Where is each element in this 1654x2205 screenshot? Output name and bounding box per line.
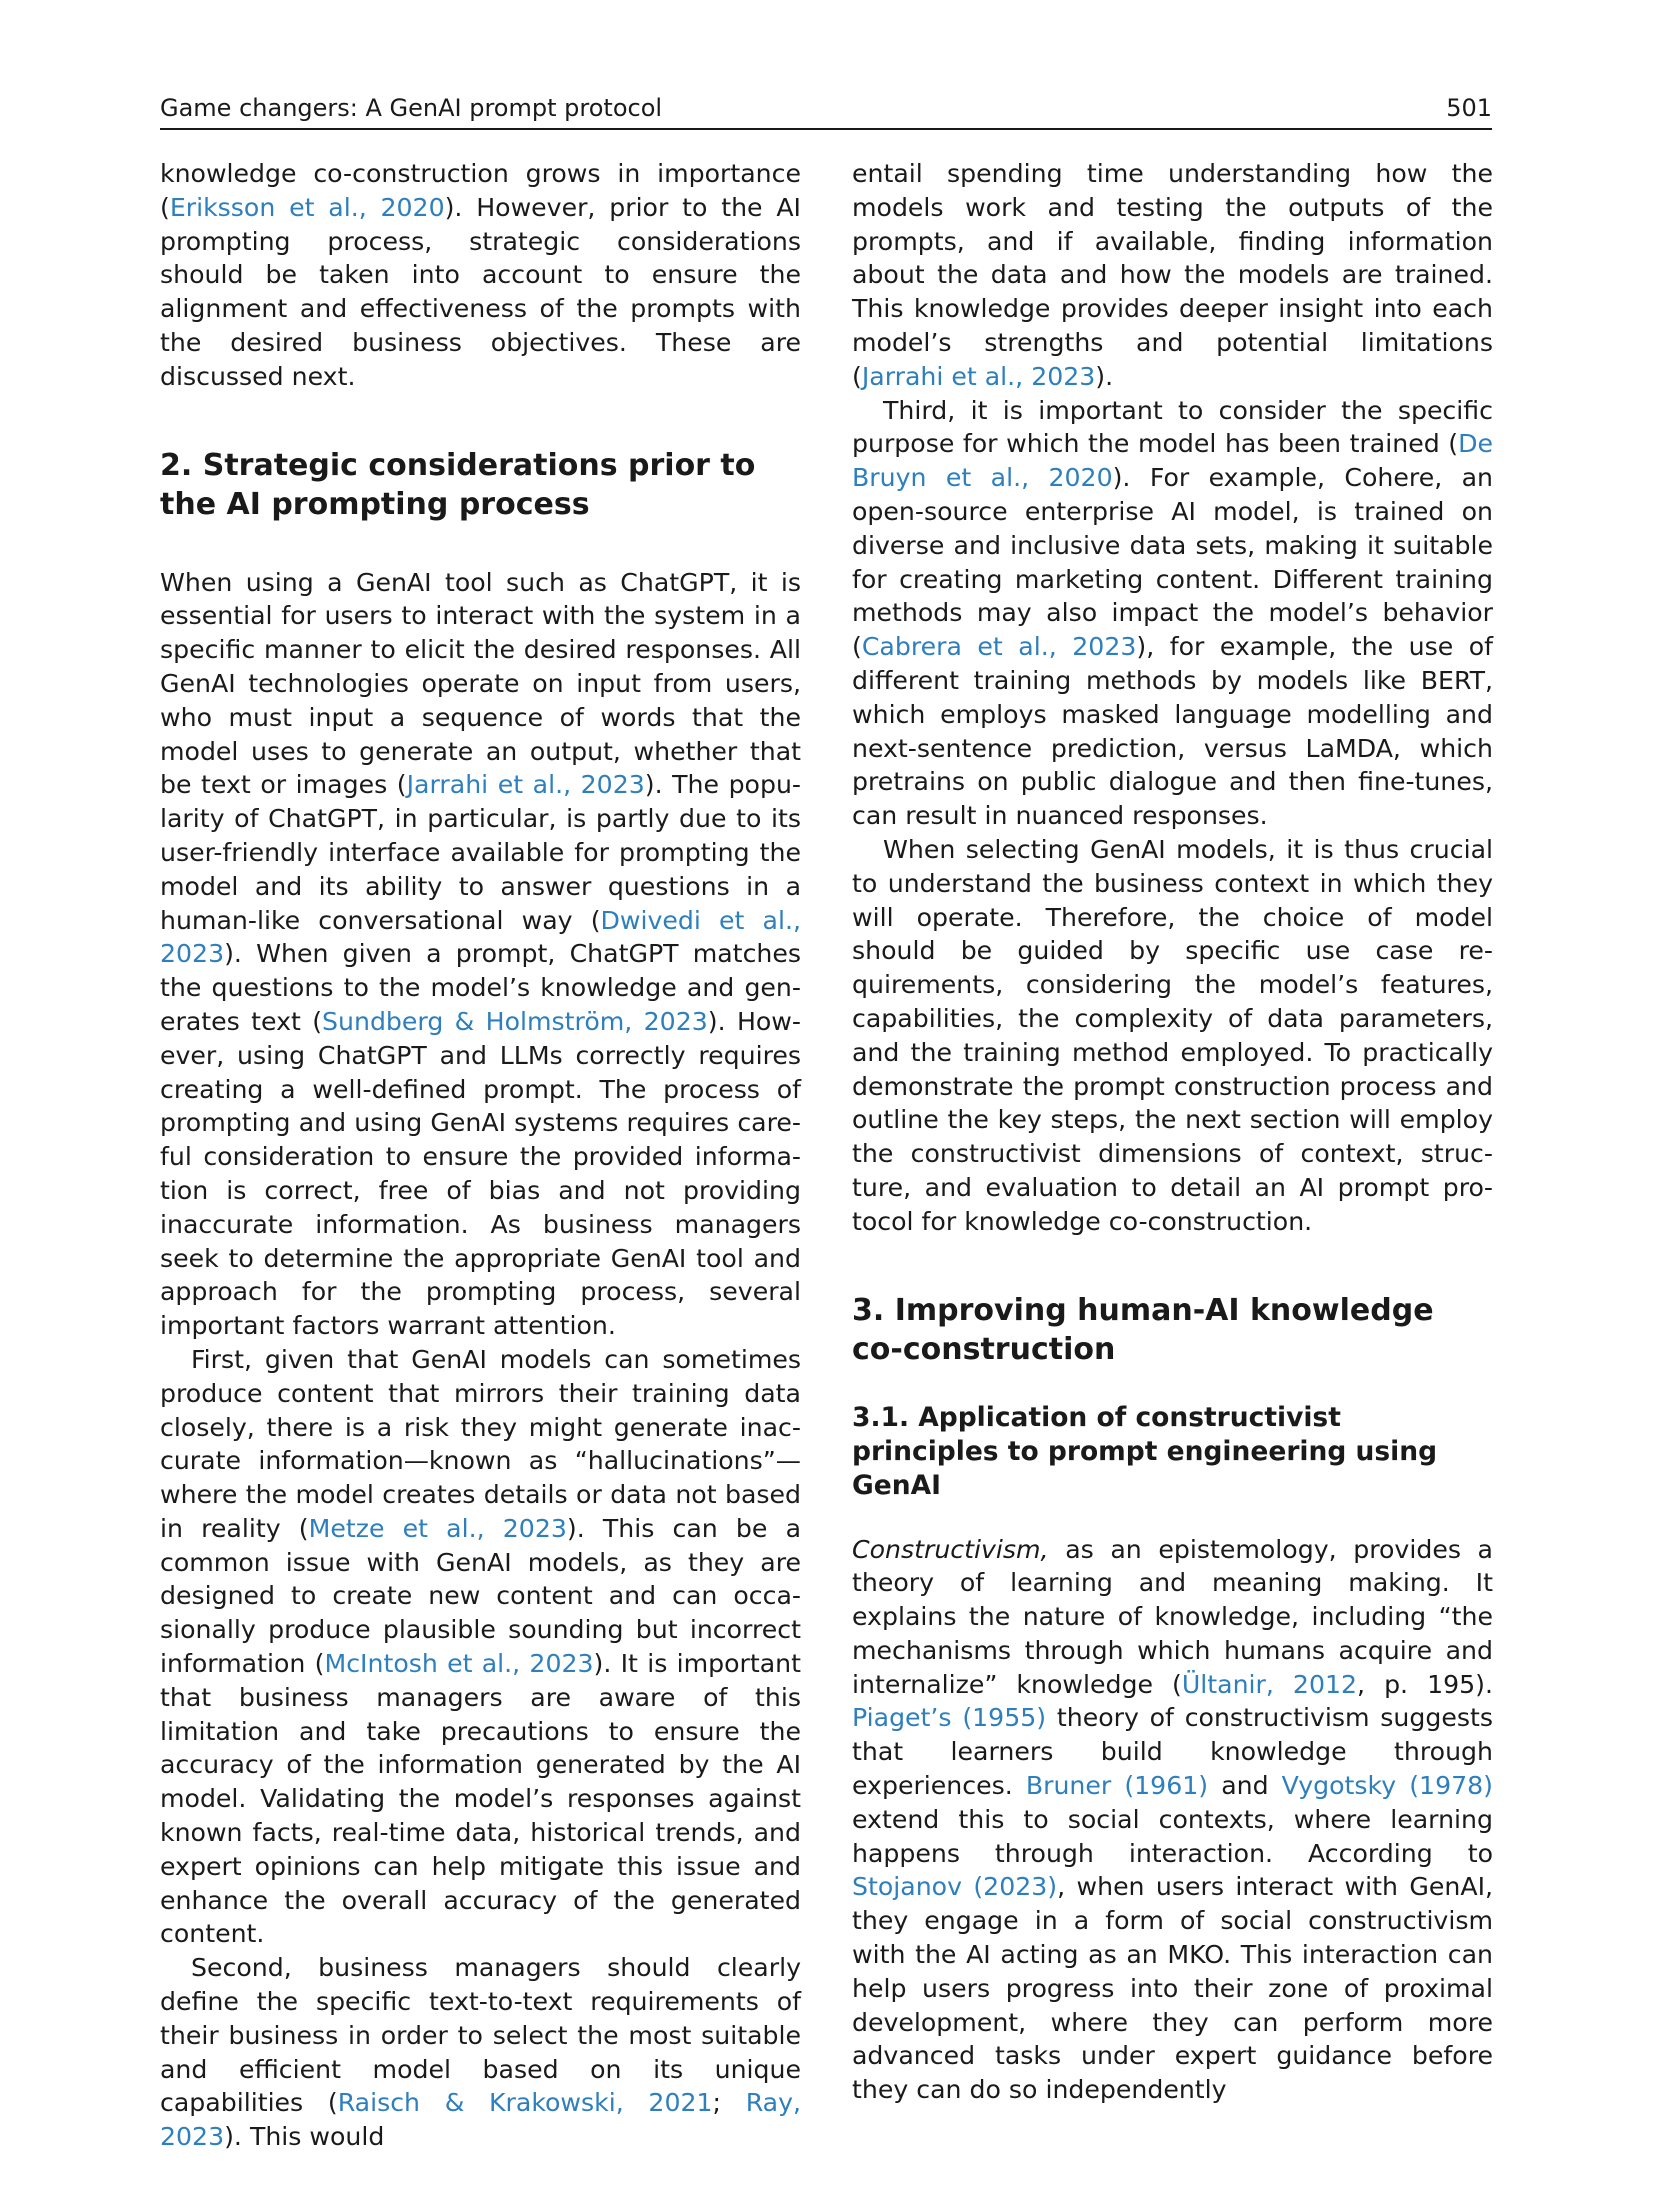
- citation-link[interactable]: Eriksson et al., 2020: [169, 192, 445, 222]
- paragraph: knowledge co-construction grows in importance (Eriksson et al., 2020). However, prior to the AI prompting process, strategic considerations should be taken into account to ensure the alignment and effectiveness of the prompts with the desired business objectives. These are discussed next.: [160, 159, 801, 391]
- paragraph: Constructivism, as an epistemology, provides a theory of learning and meaning making. It explains the nature of knowledge, including “the mechanisms through which humans acquire and internalize” knowledge (Ültanir, 2012, p. 195). Piaget’s (1955) theory of constructivism suggests that learners build knowledge through experiences. Bruner (1961) and Vygotsky (1978) extend this to social contexts, where learning happens through interaction. According to Stojanov (2023), when users interact with GenAI, they engage in a form of social constructivism with the AI acting as an MKO. This interaction can help users progress into their zone of proximal development, where they can perform more advanced tasks under expert guidance before they can do so independently: [852, 1534, 1493, 2105]
- paragraph: Second, business managers should clearly define the specific text-to-text requirements of their business in order to select the most suitable and efficient model based on its unique capabilities (Raisch & Krakowski, 2021; Ray, 2023). This would: [160, 1953, 801, 2152]
- citation-link[interactable]: Cabrera et al., 2023: [861, 632, 1137, 662]
- paragraph: When using a GenAI tool such as ChatGPT, it is essential for users to interact with the system in a specific manner to elicit the desired responses. All GenAI technologies operate on input from users, who must input a sequence of words that the model uses to generate an output, whether that be text or images (Jarrahi et al., 2023). The popularity of ChatGPT, in particular, is partly due to its user-friendly interface available for prompting the model and its ability to answer questions in a human-like conversational way (Dwivedi et al., 2023). When given a prompt, ChatGPT matches the questions to the model’s knowledge and generates text (Sundberg & Holmström, 2023). However, using ChatGPT and LLMs correctly requires creating a well-defined prompt. The process of prompting and using GenAI systems requires careful consideration to ensure the provided information is correct, free of bias and not providing inaccurate information. As business managers seek to determine the appropriate GenAI tool and approach for the prompting process, several important factors warrant attention.: [160, 567, 802, 1341]
- paragraph: entail spending time understanding how the models work and testing the outputs of the prompts, and if available, finding information about the data and how the models are trained. This knowledge provides deeper insight into each model’s strengths and potential limitations (Jarrahi et al., 2023).: [852, 159, 1493, 391]
- page-number: 501: [1446, 94, 1492, 122]
- left-column: [160, 157, 801, 2154]
- paragraph: When selecting GenAI models, it is thus crucial to understand the business context in which they will operate. Therefore, the choice of model should be guided by specific use case requirements, considering the model’s features, capabilities, the complexity of data parameters, and the training method employed. To practically demonstrate the prompt construction process and outline the key steps, the next section will employ the constructivist dimensions of context, structure, and evaluation to detail an AI prompt protocol for knowledge co-construction.: [852, 834, 1493, 1236]
- citation-link[interactable]: Sundberg & Holmström, 2023: [322, 1006, 708, 1036]
- citation-link[interactable]: Stojanov (2023): [852, 1872, 1058, 1902]
- citation-link[interactable]: Dwivedi et al., 2023: [160, 905, 801, 969]
- paragraph: First, given that GenAI models can sometimes produce content that mirrors their training data closely, there is a risk they might generate inaccurate information—known as “hallucinations”—where the model creates details or data not based in reality (Metze et al., 2023). This can be a common issue with GenAI models, as they are designed to create new content and can occasionally produce plausible sounding but incorrect information (McIntosh et al., 2023). It is important that business managers are aware of this limitation and take precautions to ensure the accuracy of the information generated by the AI model. Validating the model’s responses against known facts, real-time data, historical trends, and expert opinions can help mitigate this issue and enhance the overall accuracy of the generated content.: [160, 1344, 802, 1949]
- right-column: [852, 157, 1493, 2107]
- citation-link[interactable]: De Bruyn et al., 2020: [852, 429, 1493, 493]
- citation-link[interactable]: McIntosh et al., 2023: [324, 1649, 594, 1679]
- citation-link[interactable]: Metze et al., 2023: [308, 1513, 567, 1543]
- citation-link[interactable]: Bruner (1961): [1025, 1771, 1209, 1801]
- running-header: [160, 90, 1492, 130]
- running-title: Game changers: A GenAI prompt protocol: [160, 94, 663, 122]
- citation-link[interactable]: Piaget’s (1955): [852, 1703, 1047, 1733]
- emphasized-term: Constructivism,: [852, 1534, 1049, 1564]
- paragraph: Third, it is important to consider the specific purpose for which the model has been trained (De Bruyn et al., 2020). For example, Cohere, an open-source enterprise AI model, is trained on diverse and inclusive data sets, making it suitable for creating marketing content. Different training methods may also impact the model’s behavior (Cabrera et al., 2023), for example, the use of different training methods by models like BERT, which employs masked language modelling and next-sentence prediction, versus LaMDA, which pretrains on public dialogue and then fine-tunes, can result in nuanced responses.: [852, 395, 1493, 831]
- citation-link[interactable]: Jarrahi et al., 2023: [861, 361, 1096, 391]
- citation-link[interactable]: Jarrahi et al., 2023: [406, 770, 645, 800]
- citation-link[interactable]: Ültanir, 2012: [1181, 1669, 1358, 1699]
- citation-link[interactable]: Ray, 2023: [160, 2088, 801, 2152]
- subsection-heading: 3.1. Application of constructivist principles to prompt engineering using GenAI: [852, 1401, 1438, 1501]
- citation-link[interactable]: Vygotsky (1978): [1281, 1771, 1493, 1801]
- section-heading: 3. Improving human-AI knowledge co-construction: [852, 1292, 1434, 1367]
- citation-link[interactable]: Raisch & Krakowski, 2021: [337, 2088, 713, 2118]
- section-heading: 2. Strategic considerations prior to the AI prompting process: [160, 447, 756, 522]
